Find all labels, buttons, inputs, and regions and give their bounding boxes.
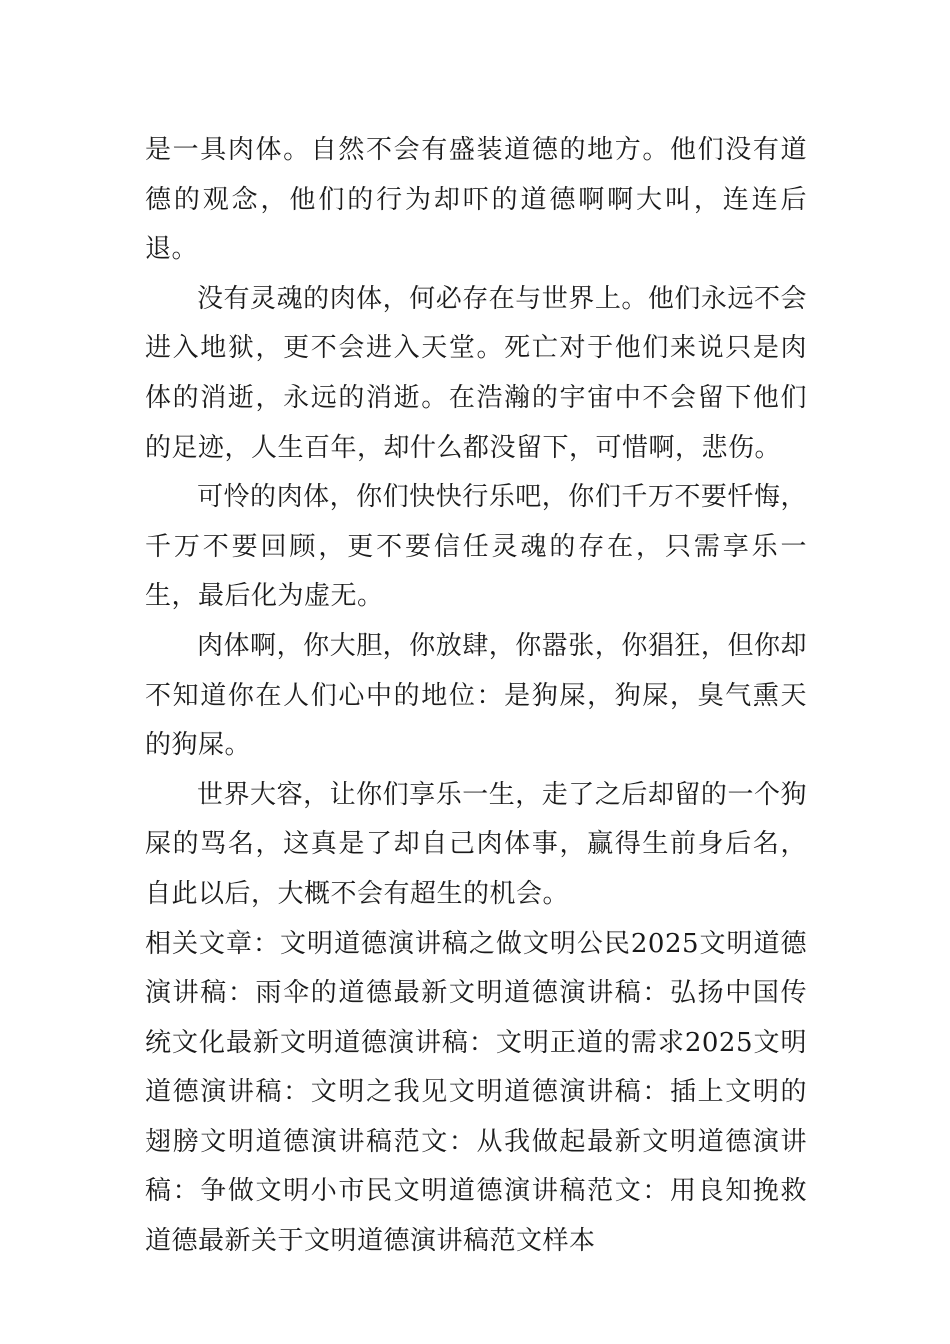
related-articles: 相关文章：文明道德演讲稿之做文明公民2025文明道德演讲稿：雨伞的道德最新文明道德演讲稿：弘扬中国传统文化最新文明道德演讲稿：文明正道的需求2025文明道德演讲稿：文明之我见文明道德演讲稿：插上文明的翅膀文明道德演讲稿范文：从我做起最新文明道德演讲稿：争做文明小市民文明道德演讲稿范文：用良知挽救道德最新关于文明道德演讲稿范文样本 — [145, 928, 807, 1257]
paragraph: 世界大容，让你们享乐一生，走了之后却留的一个狗屎的骂名，这真是了却自己肉体事，赢得生前身后名，自此以后，大概不会有超生的机会。 — [145, 779, 807, 909]
document-body — [145, 126, 807, 1267]
paragraph-continuation: 是一具肉体。自然不会有盛装道德的地方。他们没有道德的观念，他们的行为却吓的道德啊啊大叫，连连后退。 — [145, 135, 807, 265]
paragraph: 肉体啊，你大胆，你放肆，你嚣张，你猖狂，但你却不知道你在人们心中的地位：是狗屎，狗屎，臭气熏天的狗屎。 — [145, 630, 807, 761]
paragraph: 可怜的肉体，你们快快行乐吧，你们千万不要忏悔，千万不要回顾，更不要信任灵魂的存在，只需享乐一生，最后化为虚无。 — [145, 482, 807, 612]
paragraph: 没有灵魂的肉体，何必存在与世界上。他们永远不会进入地狱，更不会进入天堂。死亡对于他们来说只是肉体的消逝，永远的消逝。在浩瀚的宇宙中不会留下他们的足迹，人生百年，却什么都没留下，可惜啊，悲伤。 — [145, 283, 807, 463]
